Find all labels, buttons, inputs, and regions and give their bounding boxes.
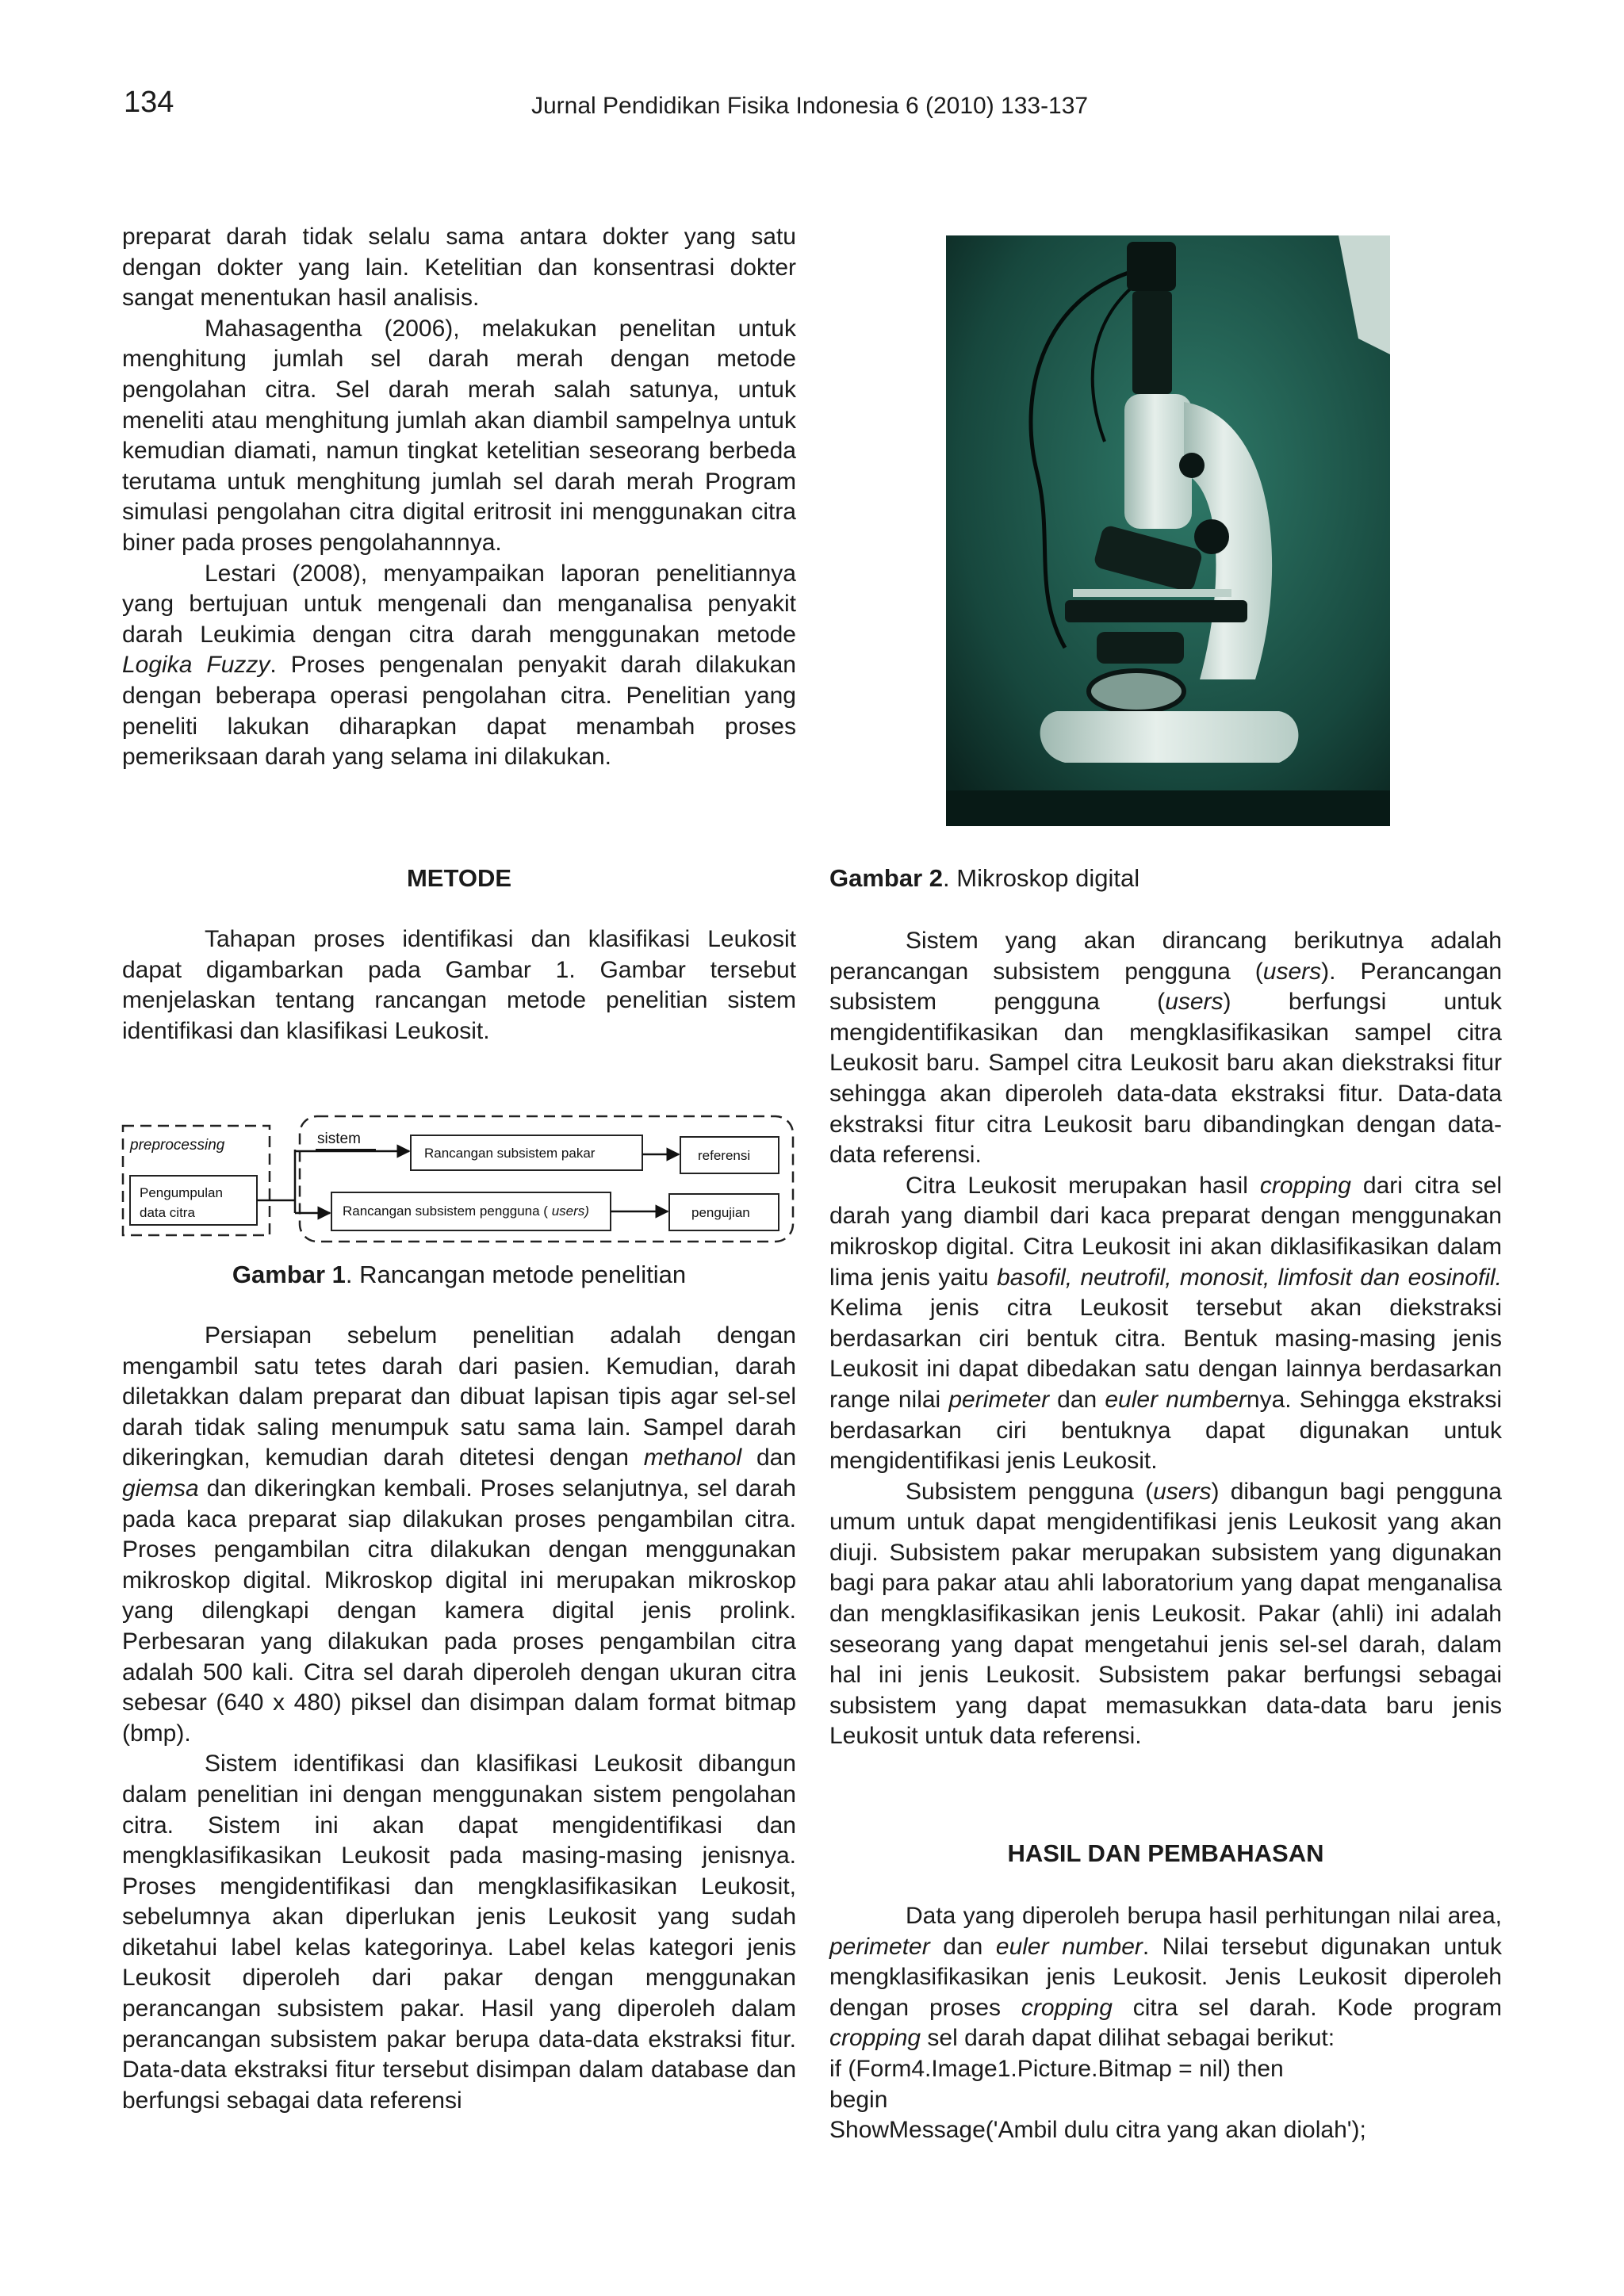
sistem-label: sistem bbox=[317, 1131, 361, 1147]
paragraph: Data yang diperoleh berupa hasil perhitungan nilai area, perimeter dan euler number. Nilai tersebut digunakan untuk mengklasifikasikan jenis Leukosit. Jenis Leukosit diperoleh dengan proses cropping citra sel darah. Kode program cropping sel darah dapat dilihat sebagai berikut: bbox=[829, 1903, 1503, 2052]
camera-head bbox=[1127, 242, 1176, 291]
section-heading-hasil: HASIL DAN PEMBAHASAN bbox=[1007, 1839, 1324, 1867]
paragraph: Sistem yang akan dirancang berikutnya adalah perancangan subsistem pengguna (users). Perancangan subsistem pengguna (users) berfungsi untuk mengidentifikasikan dan mengklasifikasikan sampel citra Leukosit baru. Sampel citra Leukosit baru akan diekstraksi fitur sehingga akan diperoleh data-data ekstraksi fitur. Data-data ekstraksi fitur citra Leukosit baru dibandingkan dengan data-data referensi. bbox=[829, 928, 1503, 1169]
paragraph: Persiapan sebelum penelitian adalah dengan mengambil satu tetes darah dari pasien. Kemudian, darah diletakkan dalam preparat dan dibuat lapisan tipis agar sel-sel darah tidak saling menumpuk satu sama lain. Sampel darah dikeringkan, kemudian darah ditetesi dengan methanol dan giemsa dan dikeringkan kembali. Proses selanjutnya, sel darah pada kaca preparat siap dilakukan proses pengambilan citra. Proses pengambilan citra dilakukan dengan menggunakan mikroskop digital. Mikroskop digital ini merupakan mikroskop yang dilengkapi dengan kamera digital jenis prolink. Perbesaran yang dilakukan pada proses pengambilan citra adalah 500 kali. Citra sel darah diperoleh dengan ukuran citra sebesar (640 x 480) piksel dan disimpan dalam format bitmap (bmp). bbox=[122, 1322, 797, 1747]
pakar-label: Rancangan subsistem pakar bbox=[424, 1146, 596, 1161]
right-column-bottom bbox=[829, 1901, 1502, 2146]
left-column-metode bbox=[122, 924, 796, 1047]
left-column-top bbox=[122, 222, 796, 773]
left-column-bottom bbox=[122, 1321, 796, 2116]
table-shadow bbox=[946, 790, 1390, 826]
section-heading-metode: METODE bbox=[406, 864, 512, 892]
figure1-caption: Gambar 1. Rancangan metode penelitian bbox=[232, 1261, 687, 1288]
pengujian-label: pengujian bbox=[691, 1205, 750, 1220]
referensi-label: referensi bbox=[698, 1148, 751, 1163]
eyepiece-tube bbox=[1132, 291, 1172, 394]
coarse-knob bbox=[1194, 519, 1229, 554]
method-diagram bbox=[119, 1110, 801, 1249]
microscope-photo bbox=[946, 235, 1390, 826]
code-line: ShowMessage('Ambil dulu citra yang akan diolah'); bbox=[829, 2117, 1366, 2144]
paragraph: Tahapan proses identifikasi dan klasifikasi Leukosit dapat digambarkan pada Gambar 1. Gambar tersebut menjelaskan tentang rancangan metode penelitian sistem identifikasi dan klasifikasi Leukosit. bbox=[122, 926, 796, 1044]
focus-knob bbox=[1179, 453, 1205, 478]
figure2-caption: Gambar 2. Mikroskop digital bbox=[829, 864, 1140, 892]
stage-clip bbox=[1073, 589, 1231, 597]
pengumpulan-label: data citra bbox=[140, 1205, 195, 1220]
mirror bbox=[1089, 671, 1184, 712]
stage bbox=[1065, 600, 1247, 622]
right-column-top bbox=[829, 926, 1502, 1752]
journal-running-head: Jurnal Pendidikan Fisika Indonesia 6 (2010) 133-137 bbox=[531, 93, 1089, 119]
microscope-base bbox=[1040, 711, 1299, 763]
condenser bbox=[1097, 632, 1184, 664]
page-number: 134 bbox=[124, 86, 174, 119]
preprocessing-label: preprocessing bbox=[130, 1137, 225, 1154]
paragraph: Lestari (2008), menyampaikan laporan penelitiannya yang bertujuan untuk mengenali dan menganalisa penyakit darah Leukimia dengan citra darah menggunakan metode Logika Fuzzy. Proses pengenalan penyakit darah dilakukan dengan beberapa operasi pengolahan citra. Penelitian yang peneliti lakukan diharapkan dapat menambah proses pemeriksaan darah yang selama ini dilakukan. bbox=[122, 560, 796, 771]
code-line: begin bbox=[829, 2086, 888, 2113]
code-line: if (Form4.Image1.Picture.Bitmap = nil) then bbox=[829, 2055, 1284, 2082]
paragraph: Subsistem pengguna (users) dibangun bagi pengguna umum untuk dapat mengidentifikasi jenis Leukosit yang akan diuji. Subsistem pakar merupakan subsistem yang digunakan bagi para pakar atau ahli laboratorium yang dapat menganalisa dan mengklasifikasikan jenis Leukosit. Pakar (ahli) ini adalah seseorang yang dapat mengetahui jenis sel-sel darah, dalam hal ini jenis Leukosit. Subsistem pakar berfungsi sebagai subsistem yang dapat memasukkan data-data baru jenis Leukosit untuk data referensi. bbox=[829, 1478, 1502, 1750]
paragraph: preparat darah tidak selalu sama antara dokter yang satu dengan dokter yang lain. Ketelitian dan konsentrasi dokter sangat menentukan hasil analisis. bbox=[122, 224, 796, 312]
pengumpulan-label: Pengumpulan bbox=[140, 1185, 223, 1200]
paragraph: Citra Leukosit merupakan hasil cropping dari citra sel darah yang diambil dari kaca preparat dengan menggunakan mikroskop digital. Citra Leukosit ini akan diklasifikasikan dalam lima jenis yaitu basofil, neutrofil, monosit, limfosit dan eosinofil. Kelima jenis citra Leukosit tersebut akan diekstraksi berdasarkan ciri bentuk citra. Bentuk masing-masing jenis Leukosit ini dapat dibedakan satu dengan lainnya berdasarkan range nilai perimeter dan euler numbernya. Sehingga ekstraksi berdasarkan ciri bentuknya dapat digunakan untuk mengidentifikasi jenis Leukosit. bbox=[829, 1172, 1503, 1475]
paragraph: Sistem identifikasi dan klasifikasi Leukosit dibangun dalam penelitian ini dengan menggunakan sistem pengolahan citra. Sistem ini akan dapat mengidentifikasi dan mengklasifikasikan Leukosit pada masing-masing jenisnya. Proses mengidentifikasi dan mengklasifikasikan Leukosit, sebelumnya akan diperlukan jenis Leukosit yang sudah diketahui label kelas kategorinya. Label kelas kategori jenis Leukosit diperoleh dari pakar dengan menggunakan perancangan subsistem pakar. Hasil yang diperoleh dalam perancangan subsistem pakar berupa data-data ekstraksi fitur. Data-data ekstraksi fitur tersebut disimpan dalam database dan berfungsi sebagai data referensi bbox=[122, 1751, 796, 2114]
paragraph: Mahasagentha (2006), melakukan penelitan untuk menghitung jumlah sel darah merah dengan metode pengolahan citra. Sel darah merah salah satunya, untuk meneliti atau menghitung jumlah akan diambil sampelnya untuk kemudian diamati, namun tingkat ketelitian seseorang berbeda terutama untuk menghitung jumlah sel darah merah Program simulasi pengolahan citra digital eritrosit ini menggunakan citra biner pada proses pengolahannnya. bbox=[122, 315, 796, 556]
pengguna-label: Rancangan subsistem pengguna ( users) bbox=[343, 1203, 589, 1219]
